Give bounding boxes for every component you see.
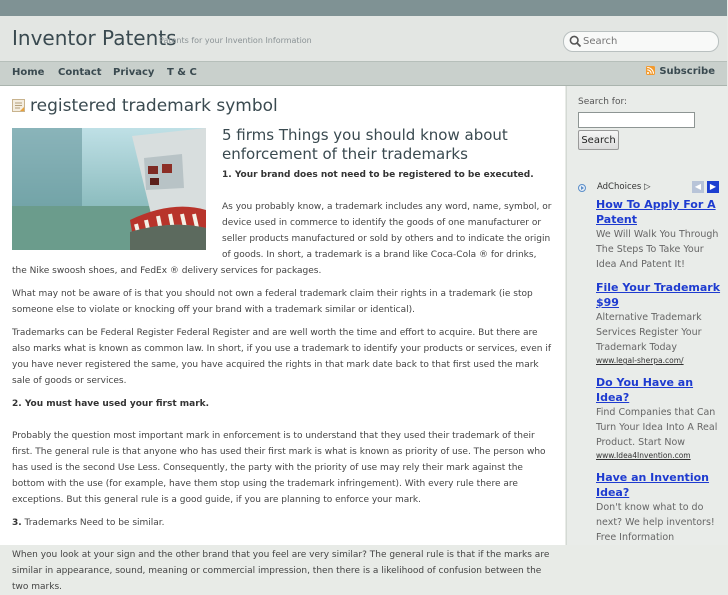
ads-header — [578, 181, 724, 195]
ad-block — [578, 181, 724, 545]
ad-item — [578, 375, 724, 462]
nav-home[interactable]: Home — [12, 67, 45, 78]
site-header — [0, 16, 727, 61]
paragraph-1: As you probably know, a trademark includes any word, name, symbol, or device used in commerce to identify the goods of one manufacturer or seller products manufactured or sold by others and to indicate the origin of goods. In short, a trademark is a brand like Coca-Cola ® for drinks, the Nike swoosh shoes, and FedEx ® delivery services for packages. — [12, 202, 552, 276]
ad-item — [578, 280, 724, 367]
site-description: Patents for your Invention Information — [159, 36, 312, 45]
ad-description: We Will Walk You Through The Steps To Take Your Idea And Patent It! — [596, 229, 719, 270]
ads-next-button[interactable]: ▶ — [707, 181, 719, 193]
rss-icon — [646, 66, 655, 75]
section-3-number: 3. — [12, 518, 22, 528]
post-title-text: registered trademark symbol — [30, 96, 278, 116]
ad-title-link[interactable]: Have an Invention Idea? — [596, 471, 709, 499]
post-icon — [12, 99, 25, 112]
article-image — [12, 128, 206, 250]
section-3-heading — [12, 515, 554, 531]
ad-item — [578, 470, 724, 545]
ad-title-link[interactable]: File Your Trademark $99 — [596, 281, 721, 309]
ad-item — [578, 197, 724, 272]
main-content — [0, 86, 565, 592]
paragraph-4: Probably the question most important mark in enforcement is to understand that they used their trademark of their first. The general rule is that anyone who has used their first mark is what is known as priority of use. The person who has used is the second Use Less. Consequently, the party with the priority of use may rely their mark against the bottom with the use (for example, have them stop using the trademark infringement). With every rule there are exceptions. But this general rule is a good guide, if you are planning to enforce your mark. — [12, 431, 546, 505]
post-body — [12, 126, 554, 595]
ad-url-link[interactable]: www.Idea4Invention.com — [596, 451, 691, 460]
subscribe-label: Subscribe — [659, 66, 715, 77]
ad-description: Find Companies that Can Turn Your Idea Into A Real Product. Start Now — [596, 407, 718, 448]
top-strip — [0, 0, 727, 16]
search-icon[interactable] — [569, 35, 582, 48]
header-search[interactable] — [563, 31, 719, 52]
subscribe-link[interactable] — [646, 66, 715, 77]
ad-title-link[interactable]: Do You Have an Idea? — [596, 376, 694, 404]
adchoices-icon[interactable] — [578, 184, 586, 192]
sidebar-search-label: Search for: — [578, 97, 628, 107]
nav-privacy[interactable]: Privacy — [113, 67, 155, 78]
sidebar-search-input[interactable] — [578, 112, 695, 128]
nav-bar — [0, 61, 727, 86]
paragraph-5: When you look at your sign and the other brand that you feel are very similar? The general rule is that if the marks are similar in appearance, sound, meaning or commercial impression, then there is a likelihood of confusion between the two marks. — [12, 550, 550, 592]
nav-contact[interactable]: Contact — [58, 67, 102, 78]
post-title[interactable] — [12, 96, 278, 116]
section-1-heading: 1. Your brand does not need to be registered to be executed. — [222, 170, 534, 180]
search-input[interactable] — [583, 33, 711, 49]
ad-description: Don't know what to do next? We help inventors! Free Information — [596, 502, 715, 543]
article-title[interactable]: 5 firms Things you should know about enforcement of their trademarks — [222, 126, 508, 163]
ads-prev-button[interactable]: ◀ — [692, 181, 704, 193]
nav-terms[interactable]: T & C — [167, 67, 197, 78]
ad-description: Alternative Trademark Services Register Your Trademark Today — [596, 312, 702, 353]
site-title[interactable]: Inventor Patents — [12, 26, 177, 50]
ad-url-link[interactable]: www.legal-sherpa.com/ — [596, 356, 684, 365]
adchoices-link[interactable]: AdChoices ▷ — [597, 182, 651, 192]
sidebar — [566, 86, 728, 545]
ad-title-link[interactable]: How To Apply For A Patent — [596, 198, 716, 226]
sidebar-search-button[interactable]: Search — [578, 130, 619, 150]
paragraph-2: What may not be aware of is that you should not own a federal trademark claim their rights in a trademark (ie stop someone else to violate or knocking off your brand with a trademark similar or identical). — [12, 289, 533, 315]
paragraph-3: Trademarks can be Federal Register Federal Register and are well worth the time and effort to acquire. But there are also marks what is known as common law. In short, if you use a trademark to identify your products or services, even if you have never registered the same, you have acquired the rights in that mark date back to that first used the mark sale of goods or services. — [12, 328, 551, 386]
section-2-heading: 2. You must have used your first mark. — [12, 399, 210, 409]
section-3-title: Trademarks Need to be similar. — [21, 518, 165, 528]
